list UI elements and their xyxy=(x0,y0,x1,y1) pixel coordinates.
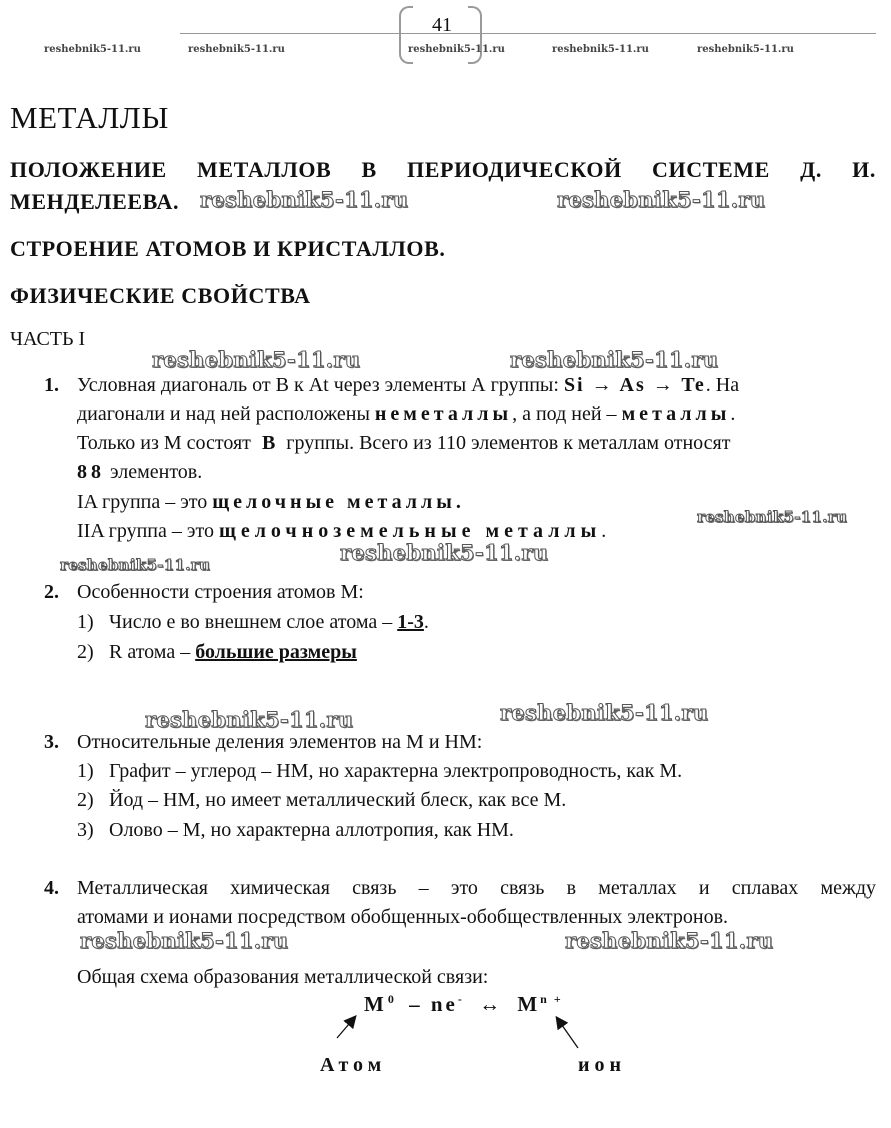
header-watermark: reshebnik5-11.ru xyxy=(188,44,285,55)
sub-number: 2) xyxy=(77,641,94,663)
item-number: 2. xyxy=(44,581,59,603)
text: . xyxy=(730,403,736,425)
sub-number: 3) xyxy=(77,819,94,841)
item-number: 4. xyxy=(44,877,59,899)
item2-text: Особенности строения атомов М: xyxy=(77,581,364,603)
header-rule xyxy=(180,33,876,34)
text: Графит – углерод – НМ, но характерна электропроводность, как М. xyxy=(109,760,683,782)
sub-number: 1) xyxy=(77,611,94,633)
arrow-to-ion xyxy=(557,1018,578,1048)
heading-physical: ФИЗИЧЕСКИЕ СВОЙСТВА xyxy=(10,283,311,308)
header-watermark: reshebnik5-11.ru xyxy=(697,44,794,55)
answer: Si → As → Te xyxy=(563,374,706,396)
item-number: 3. xyxy=(44,731,59,753)
answer: большие размеры xyxy=(195,641,357,663)
watermark: reshebnik5-11.ru xyxy=(340,540,549,565)
answer: неметаллы xyxy=(374,403,513,425)
text: . xyxy=(423,611,429,633)
watermark: reshebnik5-11.ru xyxy=(500,700,709,725)
text: Олово – М, но характерна аллотропия, как НМ. xyxy=(109,819,514,841)
eq-term: – ne xyxy=(409,992,458,1016)
text: . xyxy=(601,520,607,542)
watermark: reshebnik5-11.ru xyxy=(152,347,361,372)
label-ion: ион xyxy=(578,1054,627,1076)
item3-sub2 xyxy=(77,786,566,815)
item3-sub3 xyxy=(77,816,514,845)
watermark: reshebnik5-11.ru xyxy=(697,508,848,526)
text: Число е во внешнем слое атома – xyxy=(109,611,393,633)
text: R атома – xyxy=(109,641,191,663)
watermark: reshebnik5-11.ru xyxy=(510,347,719,372)
item1-line1 xyxy=(77,371,876,400)
item2-sub2 xyxy=(77,638,357,667)
header-watermark: reshebnik5-11.ru xyxy=(44,44,141,55)
eq-symbol: M xyxy=(364,992,384,1016)
watermark: reshebnik5-11.ru xyxy=(80,928,289,953)
item3-text: Относительные деления элементов на М и НМ: xyxy=(77,731,483,753)
text: Условная диагональ от В к At через элементы А группы: xyxy=(77,374,559,396)
eq-superscript: n + xyxy=(540,992,563,1006)
watermark: reshebnik5-11.ru xyxy=(200,187,409,212)
item1-line4 xyxy=(77,458,202,487)
text: Только из М состоят xyxy=(77,432,251,454)
part-label: ЧАСТЬ I xyxy=(10,328,86,350)
header-watermark: reshebnik5-11.ru xyxy=(408,44,505,55)
sub-number: 1) xyxy=(77,760,94,782)
sub-number: 2) xyxy=(77,789,94,811)
scheme-arrows xyxy=(300,1000,620,1060)
answer: щелочноземельные металлы xyxy=(218,520,602,542)
text: IA группа – это xyxy=(77,491,208,513)
watermark: reshebnik5-11.ru xyxy=(557,187,766,212)
answer: металлы xyxy=(621,403,731,425)
text: диагонали и над ней расположены xyxy=(77,403,370,425)
item2-sub1 xyxy=(77,608,429,637)
page-number-bracket-left xyxy=(399,6,413,64)
arrow-to-atom xyxy=(337,1017,355,1038)
scheme-caption: Общая схема образования металлической связи: xyxy=(77,966,489,988)
item4-line1: Металлическая химическая связь – это связь в металлах и сплавах между xyxy=(77,877,876,899)
page-number-bracket-right xyxy=(468,6,482,64)
eq-symbol: M xyxy=(517,992,538,1016)
answer: 88 xyxy=(77,461,105,483)
heading-position: ПОЛОЖЕНИЕ МЕТАЛЛОВ В ПЕРИОДИЧЕСКОЙ СИСТЕМЕ Д. И. xyxy=(10,157,876,182)
item1-line3 xyxy=(77,429,730,458)
item4-line2: атомами и ионами посредством обобщенных-обобществленных электронов. xyxy=(77,906,729,928)
eq-arrow: ↔ xyxy=(479,992,501,1016)
answer: B xyxy=(261,432,276,454)
item-number: 1. xyxy=(44,374,59,396)
text: , а под ней – xyxy=(512,403,617,425)
text: элементов. xyxy=(110,461,203,483)
answer: 1-3 xyxy=(397,611,424,633)
watermark: reshebnik5-11.ru xyxy=(145,707,354,732)
heading-structure: СТРОЕНИЕ АТОМОВ И КРИСТАЛЛОВ. xyxy=(10,236,446,261)
item1-line5 xyxy=(77,488,465,517)
heading-position-cont: МЕНДЕЛЕЕВА. xyxy=(10,189,180,214)
watermark: reshebnik5-11.ru xyxy=(60,556,211,574)
page-title: МЕТАЛЛЫ xyxy=(10,100,169,135)
header-watermark: reshebnik5-11.ru xyxy=(552,44,649,55)
text: . На xyxy=(705,374,740,396)
answer: щелочные металлы. xyxy=(212,491,465,513)
item1-line2 xyxy=(77,400,735,429)
text: Йод – НМ, но имеет металлический блеск, как все М. xyxy=(109,789,567,811)
label-atom: Атом xyxy=(320,1054,387,1076)
watermark: reshebnik5-11.ru xyxy=(565,928,774,953)
text: группы. Всего из 110 элементов к металлам относят xyxy=(286,432,731,454)
item3-sub1 xyxy=(77,757,682,786)
eq-superscript: - xyxy=(457,992,462,1006)
eq-superscript: 0 xyxy=(387,992,394,1006)
page-number: 41 xyxy=(432,14,452,36)
text: IIA группа – это xyxy=(77,520,214,542)
